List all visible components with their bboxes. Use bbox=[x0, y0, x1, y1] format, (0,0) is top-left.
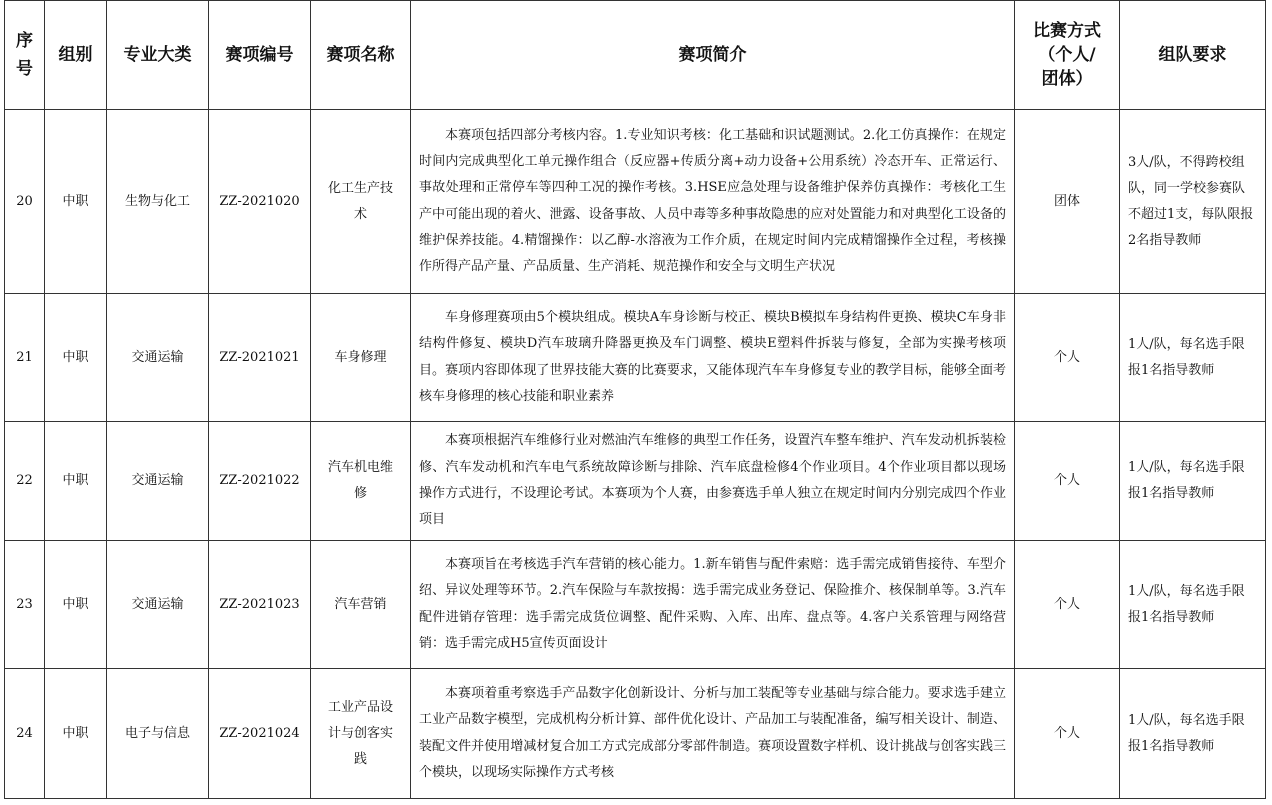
cell-name: 化工生产技术 bbox=[311, 110, 411, 294]
cell-category: 交通运输 bbox=[107, 294, 209, 422]
table-row bbox=[5, 110, 1266, 294]
header-name: 赛项名称 bbox=[311, 1, 411, 110]
cell-desc: 本赛项旨在考核选手汽车营销的核心能力。1.新车销售与配件索赔：选手需完成销售接待、车型介绍、异议处理等环节。2.汽车保险与车款按揭：选手需完成业务登记、保险推介、核保制单等。3.汽车配件进销存管理：选手需完成货位调整、配件采购、入库、出库、盘点等。4.客户关系管理与网络营销：选手需完成H5宣传页面设计 bbox=[411, 541, 1015, 669]
cell-seq: 24 bbox=[5, 669, 45, 799]
header-group: 组别 bbox=[45, 1, 107, 110]
cell-method: 个人 bbox=[1015, 669, 1120, 799]
cell-desc: 本赛项根据汽车维修行业对燃油汽车维修的典型工作任务，设置汽车整车维护、汽车发动机拆装检修、汽车发动机和汽车电气系统故障诊断与排除、汽车底盘检修4个作业项目。4个作业项目都以现场操作方式进行，不设理论考试。本赛项为个人赛，由参赛选手单人独立在规定时间内分别完成四个作业项目 bbox=[411, 422, 1015, 541]
cell-name: 汽车机电维修 bbox=[311, 422, 411, 541]
cell-team: 3人/队，不得跨校组队，同一学校参赛队不超过1支，每队限报2名指导教师 bbox=[1120, 110, 1266, 294]
cell-team: 1人/队，每名选手限报1名指导教师 bbox=[1120, 422, 1266, 541]
cell-desc: 本赛项着重考察选手产品数字化创新设计、分析与加工装配等专业基础与综合能力。要求选手建立工业产品数字模型，完成机构分析计算、部件优化设计、产品加工与装配准备，编写相关设计、制造、装配文件并使用增减材复合加工方式完成部分零部件制造。赛项设置数字样机、设计挑战与创客实践三个模块，以现场实际操作方式考核 bbox=[411, 669, 1015, 799]
cell-code: ZZ-2021022 bbox=[209, 422, 311, 541]
cell-seq: 22 bbox=[5, 422, 45, 541]
header-method: 比赛方式 （个人/ 团体） bbox=[1015, 1, 1120, 110]
cell-desc: 本赛项包括四部分考核内容。1.专业知识考核：化工基础和识试题测试。2.化工仿真操作：在规定时间内完成典型化工单元操作组合（反应器+传质分离+动力设备+公用系统）冷态开车、正常运行、事故处理和正常停车等四种工况的操作考核。3.HSE应急处理与设备维护保养仿真操作：考核化工生产中可能出现的着火、泄露、设备事故、人员中毒等多种事故隐患的应对处置能力和对典型化工设备的维护保养技能。4.精馏操作：以乙醇-水溶液为工作介质，在规定时间内完成精馏操作全过程，考核操作所得产品产量、产品质量、生产消耗、规范操作和安全与文明生产状况 bbox=[411, 110, 1015, 294]
cell-method: 个人 bbox=[1015, 541, 1120, 669]
header-team: 组队要求 bbox=[1120, 1, 1266, 110]
cell-category: 交通运输 bbox=[107, 541, 209, 669]
cell-method: 个人 bbox=[1015, 422, 1120, 541]
cell-category: 生物与化工 bbox=[107, 110, 209, 294]
cell-name: 汽车营销 bbox=[311, 541, 411, 669]
cell-method: 团体 bbox=[1015, 110, 1120, 294]
cell-code: ZZ-2021023 bbox=[209, 541, 311, 669]
cell-seq: 23 bbox=[5, 541, 45, 669]
header-category: 专业大类 bbox=[107, 1, 209, 110]
cell-desc: 车身修理赛项由5个模块组成。模块A车身诊断与校正、模块B模拟车身结构件更换、模块C车身非结构件修复、模块D汽车玻璃升降器更换及车门调整、模块E塑料件拆装与修复，全部为实操考核项目。赛项内容即体现了世界技能大赛的比赛要求，又能体现汽车车身修复专业的教学目标，能够全面考核车身修理的核心技能和职业素养 bbox=[411, 294, 1015, 422]
cell-code: ZZ-2021020 bbox=[209, 110, 311, 294]
table-row bbox=[5, 422, 1266, 541]
cell-group: 中职 bbox=[45, 110, 107, 294]
cell-seq: 20 bbox=[5, 110, 45, 294]
cell-name: 工业产品设计与创客实践 bbox=[311, 669, 411, 799]
cell-group: 中职 bbox=[45, 669, 107, 799]
cell-code: ZZ-2021024 bbox=[209, 669, 311, 799]
cell-team: 1人/队，每名选手限报1名指导教师 bbox=[1120, 541, 1266, 669]
header-code: 赛项编号 bbox=[209, 1, 311, 110]
header-seq: 序 号 bbox=[5, 1, 45, 110]
cell-group: 中职 bbox=[45, 541, 107, 669]
cell-group: 中职 bbox=[45, 294, 107, 422]
cell-team: 1人/队，每名选手限报1名指导教师 bbox=[1120, 669, 1266, 799]
table-row bbox=[5, 669, 1266, 799]
header-desc: 赛项简介 bbox=[411, 1, 1015, 110]
cell-seq: 21 bbox=[5, 294, 45, 422]
cell-team: 1人/队，每名选手限报1名指导教师 bbox=[1120, 294, 1266, 422]
cell-category: 电子与信息 bbox=[107, 669, 209, 799]
cell-name: 车身修理 bbox=[311, 294, 411, 422]
table-row bbox=[5, 541, 1266, 669]
header-row bbox=[5, 1, 1266, 110]
cell-group: 中职 bbox=[45, 422, 107, 541]
cell-code: ZZ-2021021 bbox=[209, 294, 311, 422]
table-row bbox=[5, 294, 1266, 422]
cell-method: 个人 bbox=[1015, 294, 1120, 422]
competition-table bbox=[4, 0, 1266, 799]
cell-category: 交通运输 bbox=[107, 422, 209, 541]
